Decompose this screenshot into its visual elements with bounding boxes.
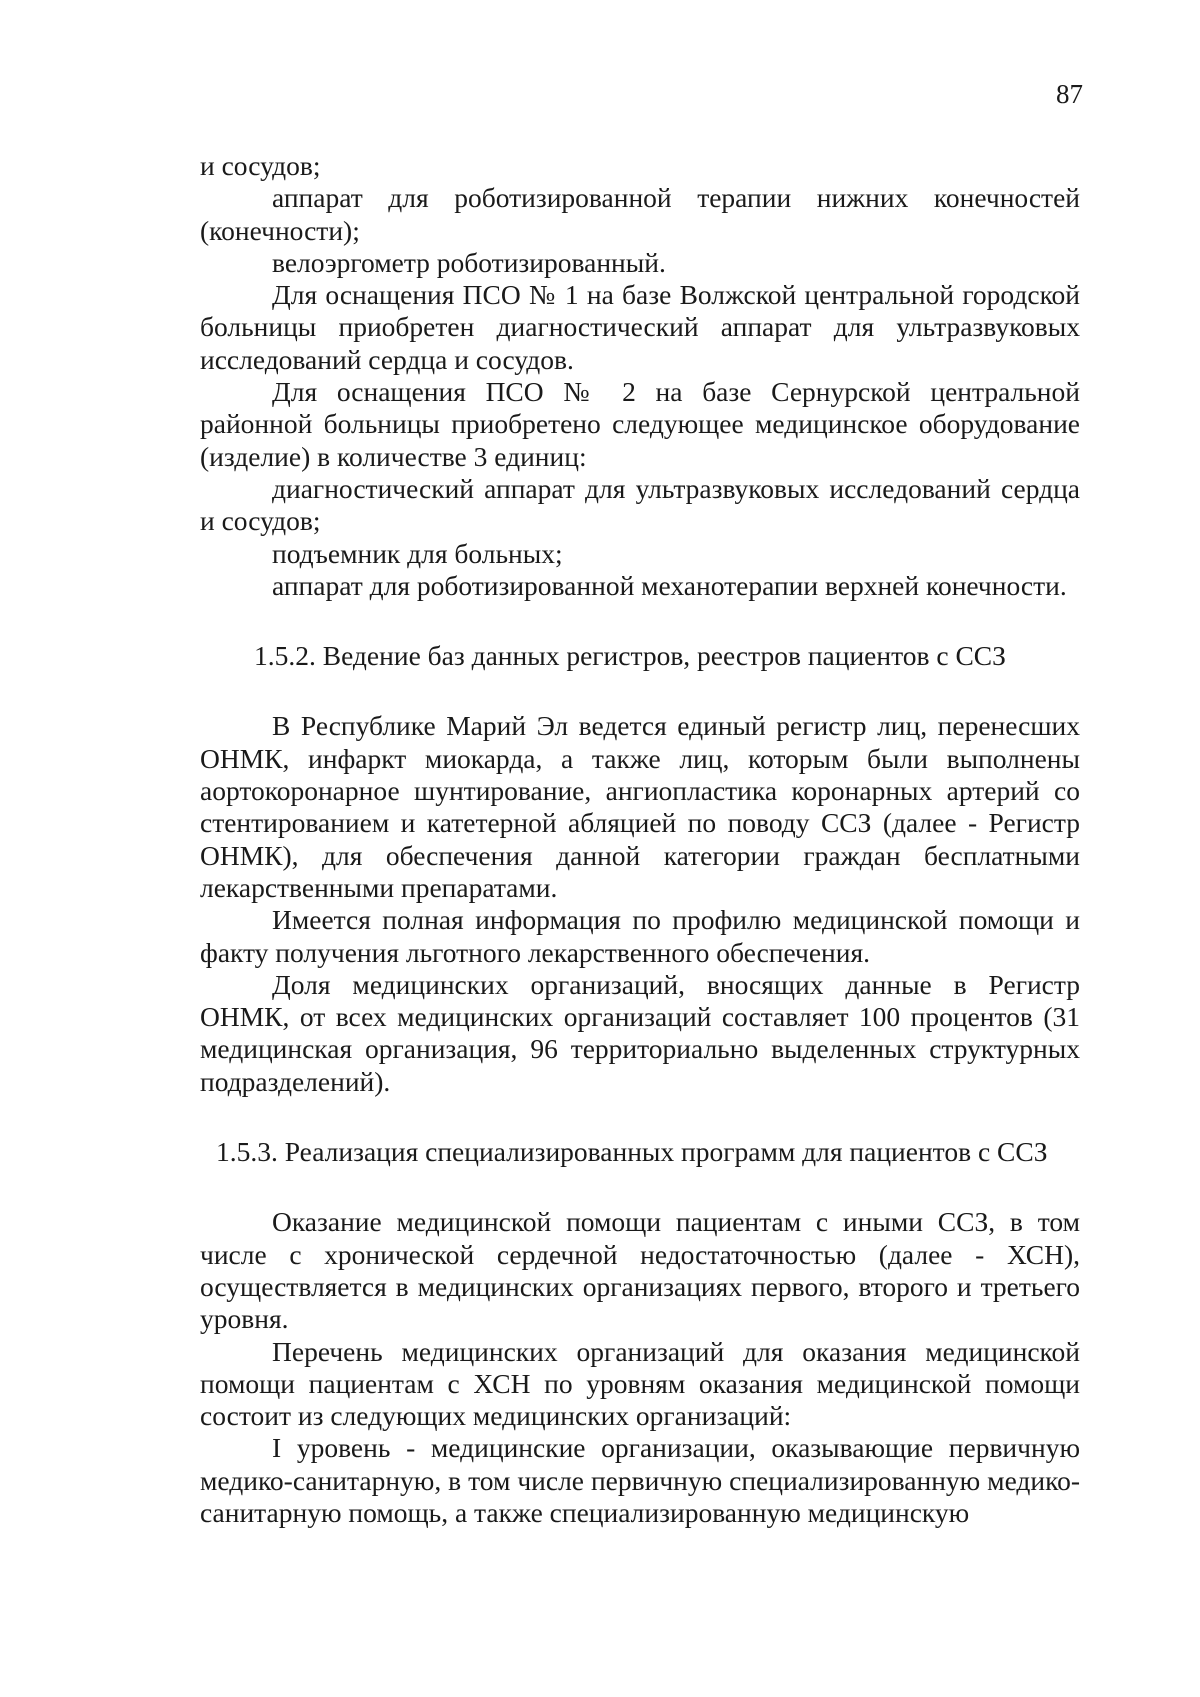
paragraph: Для оснащения ПСО № 1 на базе Волжской центральной городской больницы приобретен диагностический аппарат для ультразвуковых исследований сердца и сосудов. [200, 279, 1080, 375]
paragraph: аппарат для роботизированной терапии нижних конечностей (конечности); [200, 182, 1080, 246]
paragraph: Перечень медицинских организаций для оказания медицинской помощи пациентам с ХСН по уровням оказания медицинской помощи состоит из следующих медицинских организаций: [200, 1335, 1080, 1432]
paragraph: Для оснащения ПСО № 2 на базе Сернурской центральной районной больницы приобретено следующее медицинское оборудование (изделие) в количестве 3 единиц: [200, 376, 1080, 472]
paragraph: и сосудов; [200, 150, 321, 181]
paragraph: велоэргометр роботизированный. [272, 246, 666, 278]
section-heading: 1.5.2. Ведение баз данных регистров, реестров пациентов с ССЗ [254, 640, 1006, 672]
paragraph: подъемник для больных; [272, 537, 563, 569]
section-heading: 1.5.3. Реализация специализированных программ для пациентов с ССЗ [216, 1136, 1048, 1168]
paragraph: Доля медицинских организаций, вносящих данные в Регистр ОНМК, от всех медицинских организаций составляет 100 процентов (31 медицинская организация, 96 территориально выделенных структурных подразделений). [200, 968, 1080, 1097]
paragraph: I уровень - медицинские организации, оказывающие первичную медико-санитарную, в том числе первичную специализированную медико-санитарную помощь, а также специализированную медицинскую [200, 1432, 1080, 1528]
paragraph: Оказание медицинской помощи пациентам с иными ССЗ, в том числе с хронической сердечной недостаточностью (далее - ХСН), осуществляется в медицинских организациях первого, второго и третьего уровня. [200, 1206, 1080, 1335]
paragraph: аппарат для роботизированной механотерапии верхней конечности. [272, 569, 1067, 601]
page-number: 87 [1056, 79, 1083, 109]
paragraph: Имеется полная информация по профилю медицинской помощи и факту получения льготного лекарственного обеспечения. [200, 904, 1080, 968]
paragraph: диагностический аппарат для ультразвуковых исследований сердца и сосудов; [200, 472, 1080, 537]
document-body [200, 150, 1080, 1529]
paragraph: В Республике Марий Эл ведется единый регистр лиц, перенесших ОНМК, инфаркт миокарда, а также лиц, которым были выполнены аортокоронарное шунтирование, ангиопластика коронарных артерий со стентированием и катетерной абляцией по поводу ССЗ (далее - Регистр ОНМК), для обеспечения данной категории граждан бесплатными лекарственными препаратами. [200, 710, 1080, 903]
